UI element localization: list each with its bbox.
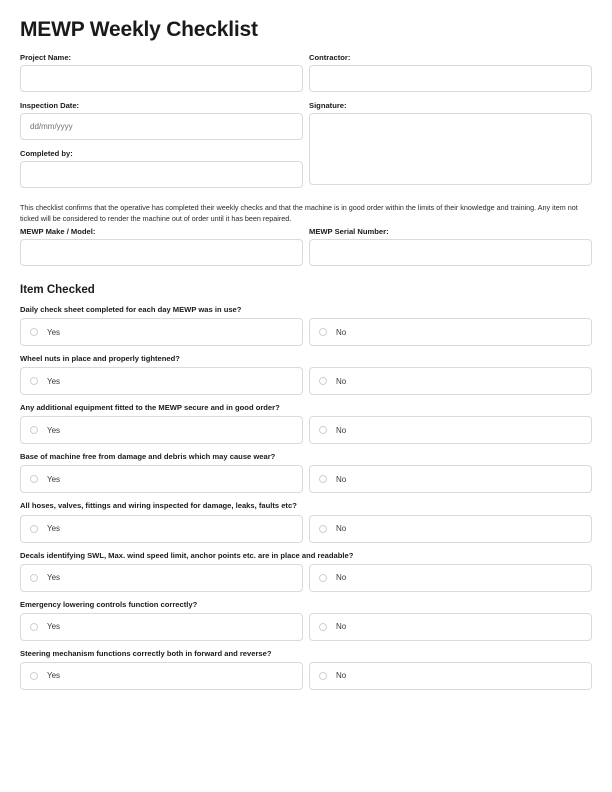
serial-number-input[interactable]: [309, 239, 592, 266]
radio-no-icon[interactable]: [319, 328, 327, 336]
machine-fields-grid: [20, 227, 592, 266]
radio-yes-icon[interactable]: [30, 426, 38, 434]
option-yes[interactable]: [20, 318, 303, 346]
option-no[interactable]: [309, 613, 592, 641]
contractor-input[interactable]: [309, 65, 592, 92]
header-left-column: [20, 53, 303, 197]
checklist-question: [20, 501, 592, 542]
option-no-label: No: [336, 524, 347, 534]
question-label: Daily check sheet completed for each day MEWP was in use?: [20, 304, 242, 314]
option-no[interactable]: [309, 367, 592, 395]
inspection-date-input[interactable]: [20, 113, 303, 140]
option-no-label: No: [336, 327, 347, 337]
option-no-label: No: [336, 425, 347, 435]
option-yes-label: Yes: [47, 573, 61, 583]
option-no[interactable]: [309, 465, 592, 493]
make-model-input[interactable]: [20, 239, 303, 266]
option-yes-label: Yes: [47, 622, 61, 632]
radio-yes-icon[interactable]: [30, 525, 38, 533]
option-yes[interactable]: [20, 465, 303, 493]
option-no[interactable]: [309, 564, 592, 592]
radio-yes-icon[interactable]: [30, 475, 38, 483]
question-label: Emergency lowering controls function correctly?: [20, 599, 198, 609]
question-label: Steering mechanism functions correctly both in forward and reverse?: [20, 648, 272, 658]
radio-no-icon[interactable]: [319, 525, 327, 533]
option-yes[interactable]: [20, 367, 303, 395]
option-no-label: No: [336, 474, 347, 484]
item-checked-heading: Item Checked: [20, 283, 95, 296]
project-name-input[interactable]: [20, 65, 303, 92]
option-yes-label: Yes: [47, 524, 61, 534]
radio-no-icon[interactable]: [319, 574, 327, 582]
radio-yes-icon[interactable]: [30, 328, 38, 336]
option-no[interactable]: [309, 318, 592, 346]
project-name-label: Project Name:: [20, 53, 72, 63]
question-options: [20, 318, 592, 346]
option-no[interactable]: [309, 515, 592, 543]
checklist-question: [20, 649, 592, 690]
make-model-block: [20, 227, 303, 266]
serial-number-block: [309, 227, 592, 266]
contractor-label: Contractor:: [309, 53, 351, 63]
option-yes-label: Yes: [47, 376, 61, 386]
option-no-label: No: [336, 376, 347, 386]
header-fields-grid: [20, 53, 592, 197]
option-no[interactable]: [309, 662, 592, 690]
question-label: Wheel nuts in place and properly tightened?: [20, 354, 180, 364]
serial-number-label: MEWP Serial Number:: [309, 226, 389, 236]
option-yes[interactable]: [20, 564, 303, 592]
question-options: [20, 564, 592, 592]
question-label: Decals identifying SWL, Max. wind speed limit, anchor points etc. are in place and readable?: [20, 550, 354, 560]
option-yes[interactable]: [20, 613, 303, 641]
option-yes-label: Yes: [47, 425, 61, 435]
completed-by-input[interactable]: [20, 161, 303, 188]
option-no[interactable]: [309, 416, 592, 444]
question-options: [20, 367, 592, 395]
checklist-question: [20, 551, 592, 592]
checklist-items: [20, 305, 592, 690]
option-no-label: No: [336, 671, 347, 681]
inspection-date-block: [20, 101, 303, 140]
radio-yes-icon[interactable]: [30, 623, 38, 631]
question-options: [20, 416, 592, 444]
option-yes[interactable]: [20, 662, 303, 690]
checklist-question: [20, 403, 592, 444]
option-yes-label: Yes: [47, 327, 61, 337]
radio-no-icon[interactable]: [319, 377, 327, 385]
question-options: [20, 613, 592, 641]
inspection-date-placeholder: dd/mm/yyyy: [30, 122, 73, 132]
signature-block: [309, 101, 592, 185]
checklist-question: [20, 452, 592, 493]
radio-yes-icon[interactable]: [30, 377, 38, 385]
checklist-question: [20, 305, 592, 346]
checklist-question: [20, 354, 592, 395]
question-options: [20, 662, 592, 690]
disclaimer-text: This checklist confirms that the operative has completed their weekly checks and that the machine is in good order within the limits of their knowledge and training. Any item not ticked will be considered to render the machine out of order until it has been repaired.: [20, 203, 578, 223]
inspection-date-label: Inspection Date:: [20, 101, 80, 111]
option-yes-label: Yes: [47, 474, 61, 484]
option-yes[interactable]: [20, 416, 303, 444]
option-no-label: No: [336, 573, 347, 583]
radio-no-icon[interactable]: [319, 426, 327, 434]
question-label: All hoses, valves, fittings and wiring inspected for damage, leaks, faults etc?: [20, 501, 297, 511]
question-options: [20, 465, 592, 493]
radio-yes-icon[interactable]: [30, 574, 38, 582]
page-title: MEWP Weekly Checklist: [20, 18, 258, 41]
make-model-label: MEWP Make / Model:: [20, 226, 96, 236]
question-label: Any additional equipment fitted to the MEWP secure and in good order?: [20, 403, 280, 413]
completed-by-block: [20, 149, 303, 188]
project-name-block: [20, 53, 303, 92]
radio-no-icon[interactable]: [319, 475, 327, 483]
radio-no-icon[interactable]: [319, 672, 327, 680]
option-yes-label: Yes: [47, 671, 61, 681]
header-right-column: [309, 53, 592, 197]
signature-label: Signature:: [309, 101, 347, 111]
checklist-question: [20, 600, 592, 641]
completed-by-label: Completed by:: [20, 149, 73, 159]
signature-input[interactable]: [309, 113, 592, 185]
option-yes[interactable]: [20, 515, 303, 543]
question-label: Base of machine free from damage and debris which may cause wear?: [20, 452, 276, 462]
radio-yes-icon[interactable]: [30, 672, 38, 680]
contractor-block: [309, 53, 592, 92]
question-options: [20, 515, 592, 543]
radio-no-icon[interactable]: [319, 623, 327, 631]
option-no-label: No: [336, 622, 347, 632]
